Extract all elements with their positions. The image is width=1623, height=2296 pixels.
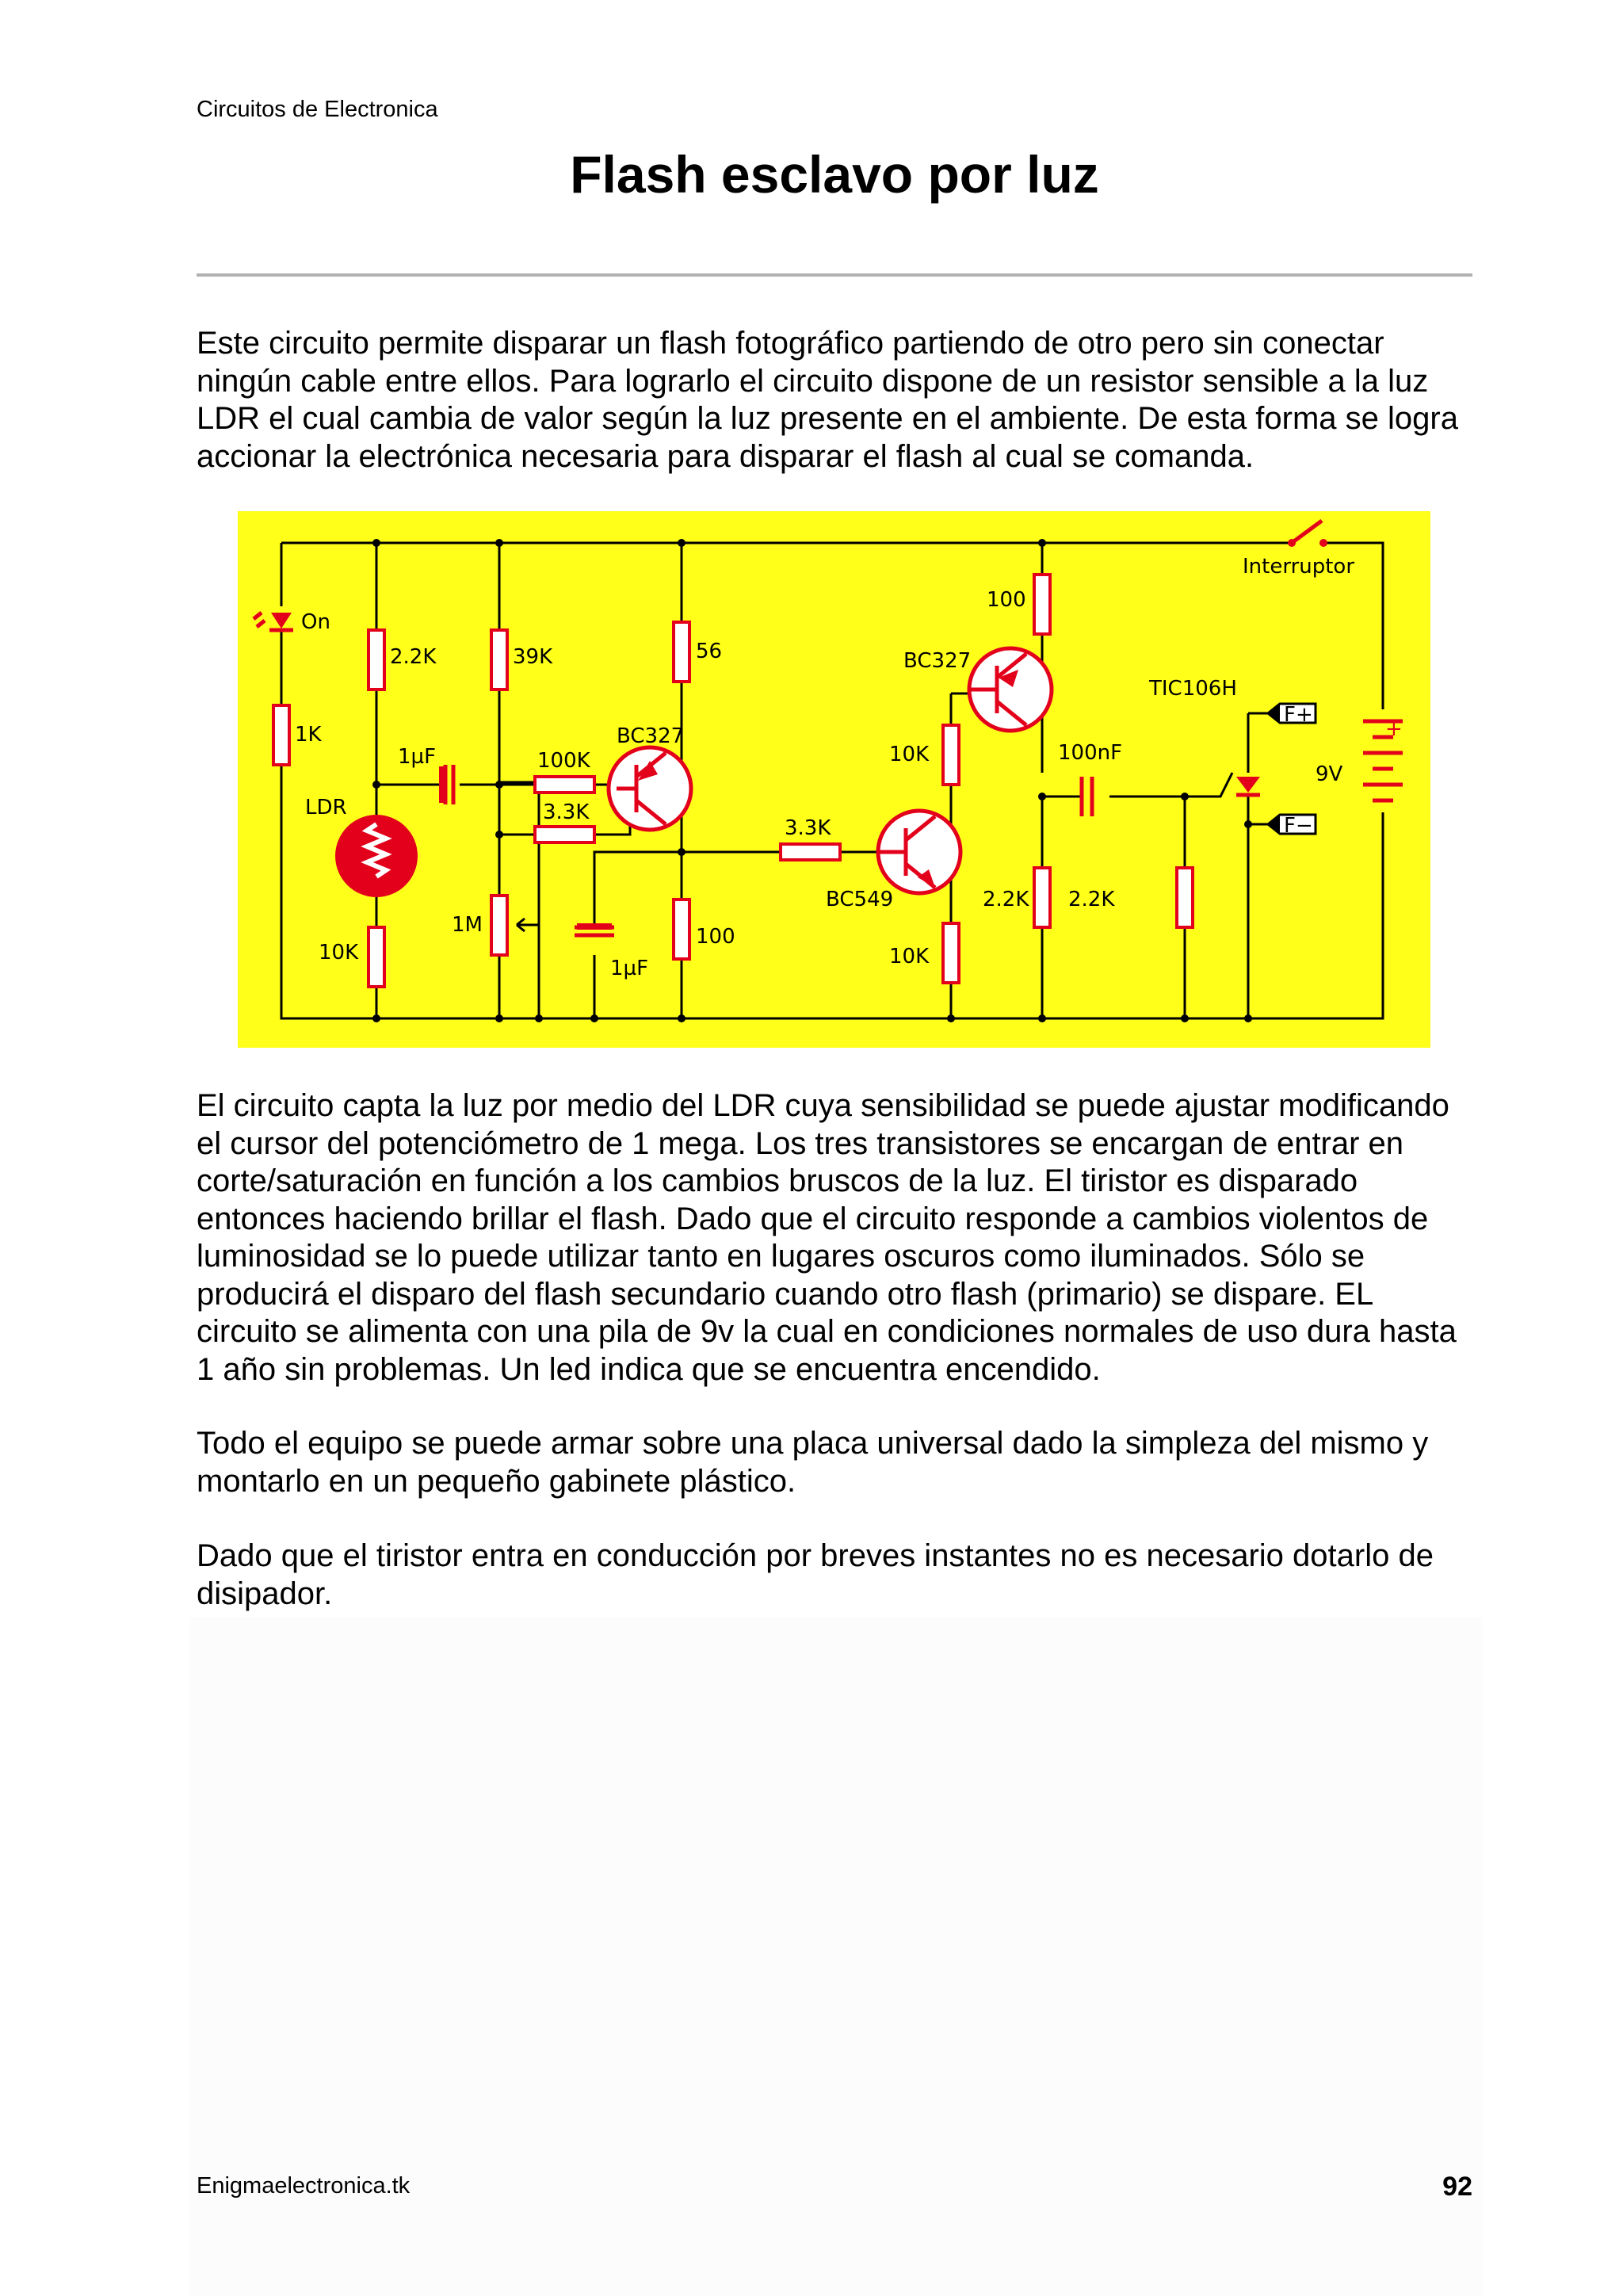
label-battery: 9V — [1316, 762, 1343, 786]
label-r4: 3.3K — [543, 800, 590, 824]
ldr-sensor — [335, 815, 418, 897]
heatsink-paragraph: Dado que el tiristor entra en conducción por breves instantes no es necesario dotarlo de disipador. — [197, 1538, 1434, 1611]
label-flash-pos: F+ — [1284, 703, 1313, 727]
running-header: Circuitos de Electronica — [197, 97, 438, 122]
label-scr: TIC106H — [1149, 677, 1237, 701]
intro-paragraph: Este circuito permite disparar un flash fotográfico partiendo de otro pero sin conectar ningún cable entre ellos. Para lograrlo el circuito dispone de un resistor sensible a la luz LDR el cual cambia de valor según la luz presente en el ambiente. De esta forma se logra accionar la electrónica necesaria para disparar el flash al cual se comanda. — [197, 326, 1458, 474]
label-r9: 10K — [889, 945, 930, 968]
label-pot: 1M — [452, 913, 483, 937]
label-c2: 1µF — [610, 957, 649, 980]
label-r12: 2.2K — [1068, 888, 1115, 911]
label-q3: BC327 — [903, 649, 972, 673]
label-q1: BC327 — [617, 724, 685, 748]
transistor-q2 — [878, 811, 960, 893]
page-title: Flash esclavo por luz — [570, 145, 1099, 204]
label-r5: 56 — [696, 640, 723, 663]
label-r2: 39K — [513, 645, 553, 669]
title-divider — [197, 273, 1472, 277]
label-r-led: 1K — [295, 723, 322, 747]
circuit-schematic — [238, 511, 1430, 1048]
label-ldr: LDR — [305, 796, 347, 819]
transistor-q1 — [609, 747, 691, 830]
label-battery-plus: + — [1385, 717, 1403, 741]
label-r3: 100K — [537, 749, 590, 773]
label-q2: BC549 — [826, 888, 894, 911]
label-on: On — [301, 610, 330, 634]
label-r7: 3.3K — [785, 816, 831, 840]
label-r1: 2.2K — [390, 645, 437, 669]
footer-site: Enigmaelectronica.tk — [197, 2173, 411, 2199]
label-switch: Interruptor — [1243, 555, 1355, 579]
transistor-q3 — [969, 648, 1052, 731]
label-r10: 100 — [987, 588, 1026, 612]
description-paragraph: El circuito capta la luz por medio del LDR cuya sensibilidad se puede ajustar modificando el cursor del potenciómetro de 1 mega. Los tres transistores se encargan de entrar en corte/saturación en función a los cambios bruscos de la luz. El tiristor es disparado entonces haciendo brillar el flash. Dado que el circuito responde a cambios violentos de luminosidad se lo puede utilizar tanto en lugares oscuros como iluminados. Sólo se producirá el disparo del flash secundario cuando otro flash (primario) se dispare. EL circuito se alimenta con una pila de 9v la cual en condiciones normales de uso dura hasta 1 año sin problemas. Un led indica que se encuentra encendido. — [197, 1088, 1457, 1387]
label-c1: 1µF — [398, 745, 437, 769]
label-flash-neg: F− — [1284, 814, 1313, 838]
page-number: 92 — [1442, 2172, 1472, 2202]
label-c3: 100nF — [1058, 741, 1123, 765]
label-r6: 100 — [696, 925, 735, 949]
label-r11: 2.2K — [983, 888, 1029, 911]
label-r-ldr: 10K — [319, 941, 359, 965]
assembly-paragraph: Todo el equipo se puede armar sobre una placa universal dado la simpleza del mismo y montarlo en un pequeño gabinete plástico. — [197, 1426, 1429, 1499]
label-r8: 10K — [889, 743, 930, 766]
